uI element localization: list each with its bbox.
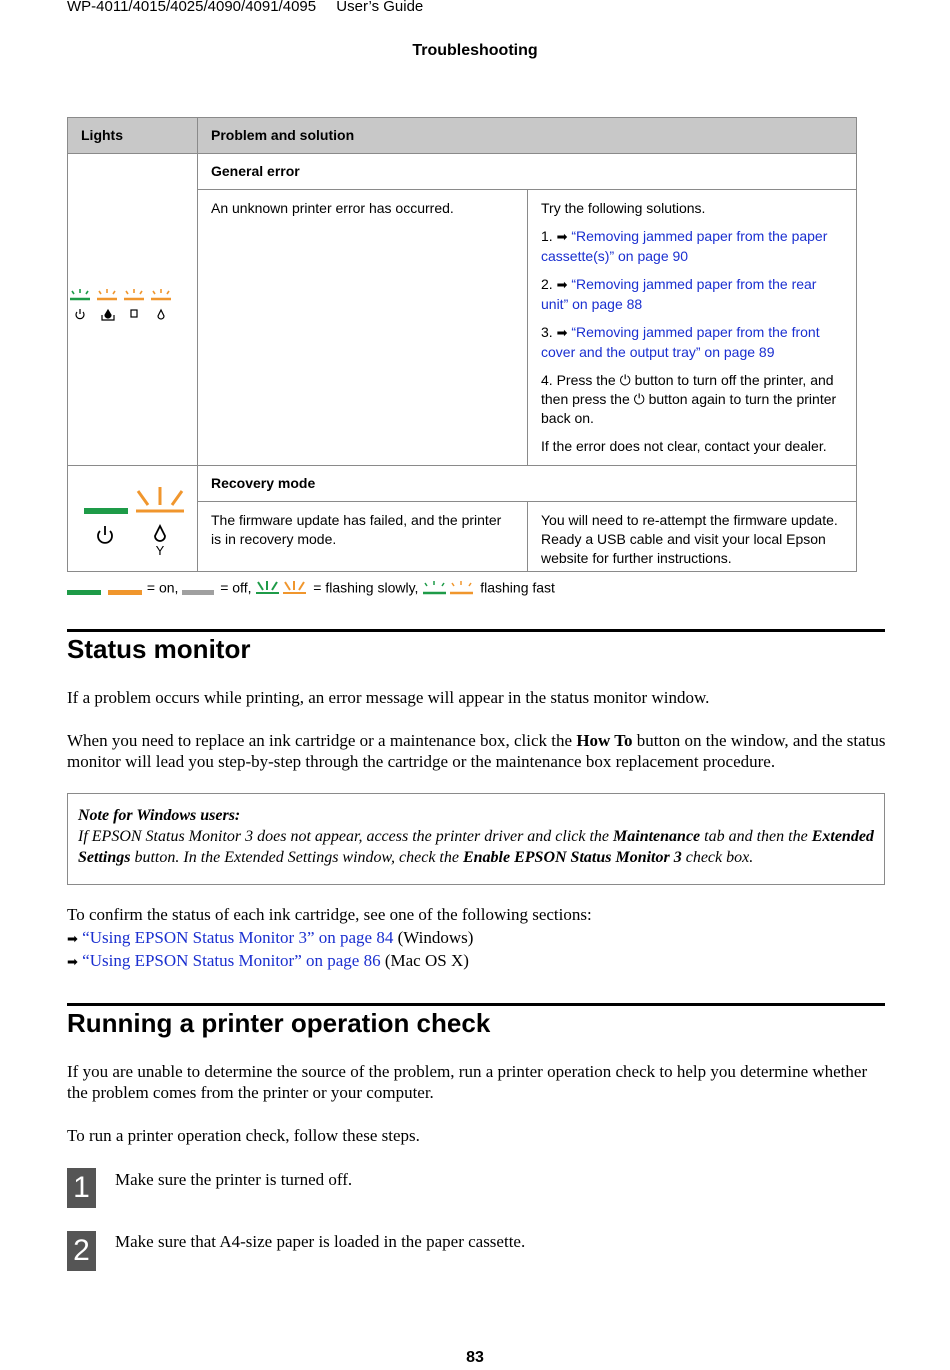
section-title: Troubleshooting bbox=[412, 42, 538, 59]
link-rear-unit[interactable]: “Removing jammed paper from the rear unit” on page 88 bbox=[541, 276, 817, 312]
link-status-monitor[interactable]: “Using EPSON Status Monitor” on page 86 bbox=[82, 951, 381, 970]
legend-fast: flashing fast bbox=[480, 579, 555, 596]
guide-name: User’s Guide bbox=[336, 0, 424, 15]
ref-status-monitor: ➡ “Using EPSON Status Monitor” on page 86 (Mac OS X) bbox=[67, 951, 469, 970]
general-error-problem: An unknown printer error has occurred. bbox=[211, 200, 454, 216]
step-1-badge: 1 bbox=[67, 1168, 96, 1208]
light-off-swatch bbox=[182, 578, 216, 596]
ref-status-monitor-3: ➡ “Using EPSON Status Monitor 3” on page 84 (Windows) bbox=[67, 928, 474, 947]
arrow-icon: ➡ bbox=[556, 278, 568, 293]
recovery-mode-solution: You will need to re-attempt the firmware update. Ready a USB cable and visit your local Epson website for further instructions. bbox=[541, 512, 838, 566]
col-problem-header: Problem and solution bbox=[198, 118, 857, 154]
solution-step-4: 4. Press the ⏻ button to turn off the printer, and then press the ⏻ button again to turn the printer back on. bbox=[541, 372, 837, 426]
page-number: 83 bbox=[466, 1349, 484, 1366]
step-2-badge: 2 bbox=[67, 1231, 96, 1271]
step-1-text: Make sure the printer is turned off. bbox=[115, 1170, 353, 1189]
flashing-fast-lights-icon bbox=[68, 287, 178, 327]
arrow-icon: ➡ bbox=[67, 932, 78, 947]
note-title: Note for Windows users: bbox=[78, 807, 241, 824]
step-2-text: Make sure that A4-size paper is loaded in the paper cassette. bbox=[115, 1232, 526, 1251]
error-lights-table bbox=[67, 117, 857, 572]
solution-step-3: 3. ➡ “Removing jammed paper from the front cover and the output tray” on page 89 bbox=[541, 324, 820, 360]
arrow-icon: ➡ bbox=[556, 230, 568, 245]
section-divider bbox=[67, 629, 885, 632]
section-divider bbox=[67, 1003, 885, 1006]
operation-check-para-1: If you are unable to determine the source of the problem, run a printer operation check to help you determine whether the problem comes from the printer or your computer. bbox=[67, 1062, 868, 1102]
link-front-cover[interactable]: “Removing jammed paper from the front cover and the output tray” on page 89 bbox=[541, 324, 820, 360]
arrow-icon: ➡ bbox=[556, 326, 568, 341]
solution-intro: Try the following solutions. bbox=[541, 200, 706, 216]
model-name: WP-4011/4015/4025/4090/4091/4095 bbox=[67, 0, 317, 15]
status-monitor-para-2: When you need to replace an ink cartridge or a maintenance box, click the How To button on the window, and the status monitor will lead you step-by-step through the cartridge or the maintenance box replacement procedure. bbox=[67, 731, 886, 771]
solution-step-1: 1. ➡ “Removing jammed paper from the paper cassette(s)” on page 90 bbox=[541, 228, 828, 264]
general-error-solutions bbox=[528, 190, 857, 466]
flashing-fast-icon bbox=[422, 578, 476, 596]
link-paper-cassette[interactable]: “Removing jammed paper from the paper cassette(s)” on page 90 bbox=[541, 228, 828, 264]
col-lights-header: Lights bbox=[68, 118, 198, 154]
operation-check-para-2: To run a printer operation check, follow these steps. bbox=[67, 1126, 420, 1145]
power-icon: ⏻ bbox=[633, 391, 645, 407]
confirm-text: To confirm the status of each ink cartridge, see one of the following sections: bbox=[67, 905, 592, 924]
status-monitor-heading: Status monitor bbox=[67, 634, 251, 664]
light-legend bbox=[67, 578, 555, 596]
flashing-slowly-icon bbox=[255, 578, 309, 596]
legend-slow: = flashing slowly, bbox=[313, 579, 419, 596]
status-monitor-para-1: If a problem occurs while printing, an error message will appear in the status monitor window. bbox=[67, 688, 710, 707]
recovery-mode-lights bbox=[68, 466, 198, 572]
link-status-monitor-3[interactable]: “Using EPSON Status Monitor 3” on page 84 bbox=[82, 928, 394, 947]
recovery-lights-icon bbox=[68, 475, 188, 557]
solution-final: If the error does not clear, contact your dealer. bbox=[541, 438, 827, 454]
general-error-title: General error bbox=[198, 154, 857, 190]
recovery-mode-problem: The firmware update has failed, and the printer is in recovery mode. bbox=[211, 512, 502, 547]
note-body: If EPSON Status Monitor 3 does not appear, access the printer driver and click the Maintenance tab and then the Extended Settings button. In the Extended Settings window, check the Enable EPSON Status Monitor 3 check box. bbox=[78, 828, 874, 866]
running-header bbox=[67, 0, 423, 15]
solution-step-2: 2. ➡ “Removing jammed paper from the rear unit” on page 88 bbox=[541, 276, 817, 312]
power-icon: ⏻ bbox=[619, 372, 631, 388]
general-error-lights bbox=[68, 154, 198, 466]
operation-check-heading: Running a printer operation check bbox=[67, 1008, 491, 1038]
legend-off: = off, bbox=[220, 579, 252, 596]
light-on-swatch bbox=[67, 578, 143, 596]
recovery-mode-title: Recovery mode bbox=[198, 466, 857, 502]
arrow-icon: ➡ bbox=[67, 955, 78, 970]
legend-on: = on, bbox=[146, 579, 179, 596]
yellow-ink-label: Y bbox=[155, 543, 165, 557]
windows-note bbox=[67, 793, 885, 885]
